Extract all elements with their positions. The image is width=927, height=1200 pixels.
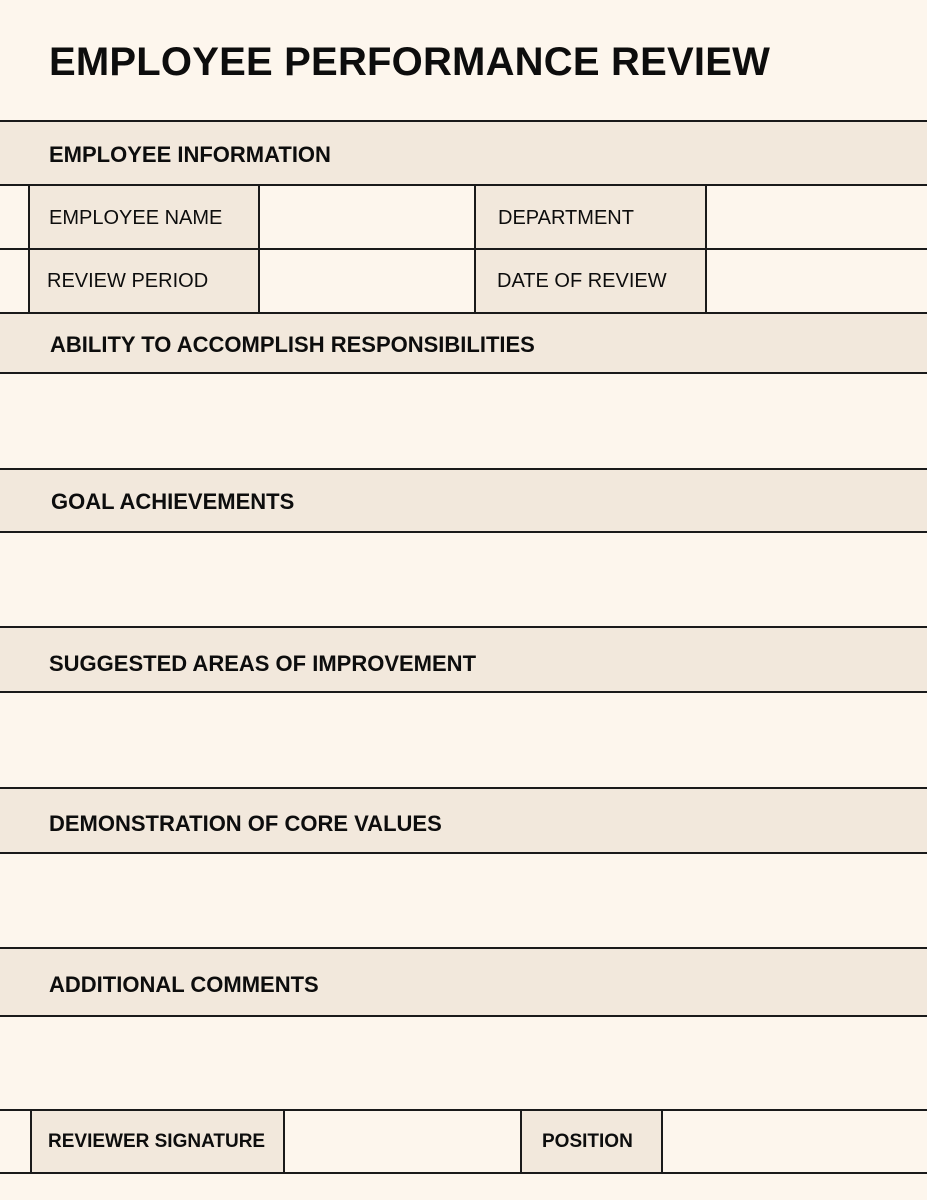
- section-heading: SUGGESTED AREAS OF IMPROVEMENT: [49, 651, 477, 676]
- employee-name-label-cell: [30, 186, 259, 249]
- section-header-responsibilities: [0, 312, 927, 374]
- department-label-cell: [476, 186, 706, 249]
- position-field[interactable]: [663, 1111, 927, 1172]
- grid-divider: [0, 248, 927, 250]
- section-content-goal-achievements[interactable]: [0, 533, 927, 626]
- reviewer-signature-label: REVIEWER SIGNATURE: [48, 1131, 266, 1152]
- section-heading: DEMONSTRATION OF CORE VALUES: [49, 811, 442, 836]
- section-content-improvement[interactable]: [0, 693, 927, 787]
- employee-name-label: EMPLOYEE NAME: [49, 207, 223, 229]
- grid-divider: [474, 186, 476, 312]
- section-content-additional-comments[interactable]: [0, 1017, 927, 1109]
- grid-divider: [258, 186, 260, 312]
- page-title: EMPLOYEE PERFORMANCE REVIEW: [49, 40, 771, 84]
- grid-divider: [0, 1172, 927, 1174]
- date-of-review-label: DATE OF REVIEW: [497, 270, 667, 292]
- employee-information-heading: EMPLOYEE INFORMATION: [49, 142, 331, 167]
- section-header-additional-comments: [0, 947, 927, 1017]
- date-of-review-label-cell: [476, 250, 706, 312]
- employee-name-field[interactable]: [260, 186, 474, 249]
- review-period-label-cell: [30, 250, 259, 312]
- section-heading: ADDITIONAL COMMENTS: [49, 972, 319, 997]
- reviewer-signature-field[interactable]: [285, 1111, 521, 1172]
- grid-divider: [28, 186, 30, 312]
- review-period-label: REVIEW PERIOD: [47, 270, 209, 292]
- date-of-review-field[interactable]: [707, 250, 927, 312]
- grid-divider: [520, 1109, 522, 1174]
- grid-divider: [705, 186, 707, 312]
- position-label: POSITION: [542, 1131, 633, 1152]
- grid-divider: [283, 1109, 285, 1174]
- section-content-core-values[interactable]: [0, 854, 927, 947]
- department-label: DEPARTMENT: [498, 207, 634, 229]
- section-header-goal-achievements: [0, 468, 927, 533]
- department-field[interactable]: [707, 186, 927, 249]
- reviewer-signature-label-cell: [32, 1111, 284, 1172]
- review-period-field[interactable]: [260, 250, 474, 312]
- section-content-responsibilities[interactable]: [0, 374, 927, 468]
- grid-divider: [661, 1109, 663, 1174]
- grid-divider: [30, 1109, 32, 1174]
- section-heading: GOAL ACHIEVEMENTS: [51, 489, 295, 514]
- section-header-core-values: [0, 787, 927, 854]
- section-heading: ABILITY TO ACCOMPLISH RESPONSIBILITIES: [50, 332, 535, 357]
- employee-information-header: [0, 120, 927, 186]
- section-header-improvement: [0, 626, 927, 693]
- position-label-cell: [522, 1111, 662, 1172]
